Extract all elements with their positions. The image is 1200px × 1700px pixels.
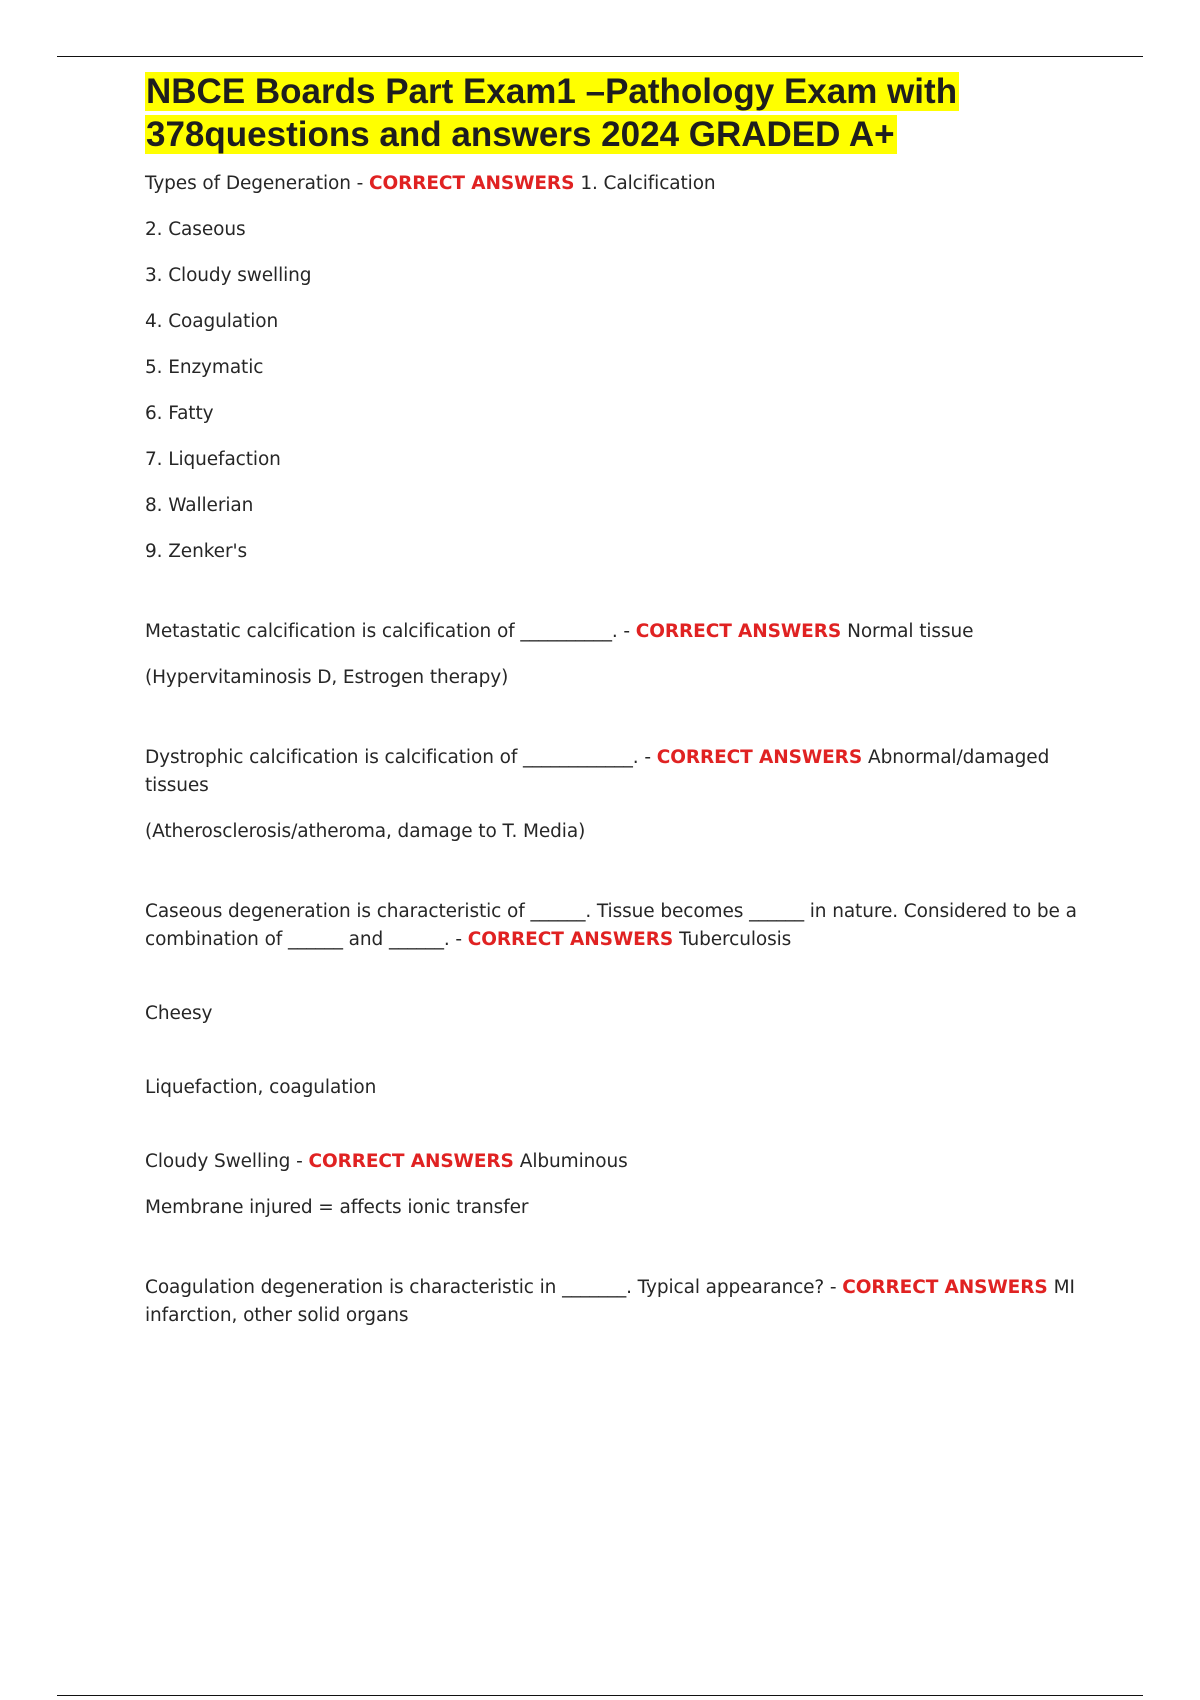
question-coagulation-degeneration — [145, 1274, 1080, 1330]
answer-text: Tuberculosis — [679, 929, 792, 950]
answer-text: MI infarction, other solid organs — [145, 1277, 1075, 1326]
title-line-2: 378questions and answers 2024 GRADED A+ — [146, 115, 895, 154]
answer-note: Membrane injured = affects ionic transfer — [145, 1197, 529, 1218]
correct-answers-tag: CORRECT ANSWERS — [467, 929, 674, 950]
list-item: 7. Liquefaction — [145, 449, 281, 470]
list-item: 2. Caseous — [145, 219, 246, 240]
question-text: Cloudy Swelling - — [145, 1151, 309, 1172]
question-text: Types of Degeneration - — [145, 173, 369, 194]
question-metastatic-calcification — [145, 618, 1080, 646]
document-title — [145, 70, 1080, 156]
list-item: 5. Enzymatic — [145, 357, 264, 378]
answer-note: (Atherosclerosis/atheroma, damage to T. Media) — [145, 821, 586, 842]
title-line-1: NBCE Boards Part Exam1 –Pathology Exam with — [146, 72, 958, 111]
document-page — [145, 70, 1080, 1348]
question-types-of-degeneration — [145, 170, 1080, 198]
answer-text: Normal tissue — [847, 621, 974, 642]
correct-answers-tag: CORRECT ANSWERS — [656, 747, 863, 768]
correct-answers-tag: CORRECT ANSWERS — [308, 1151, 514, 1172]
answer-text-2: Cheesy — [145, 1003, 213, 1024]
question-dystrophic-calcification — [145, 744, 1080, 800]
top-rule — [57, 56, 1143, 57]
answer-text: Albuminous — [519, 1151, 628, 1172]
list-item: 6. Fatty — [145, 403, 214, 424]
list-item: 4. Coagulation — [145, 311, 279, 332]
answer-text-3: Liquefaction, coagulation — [145, 1077, 377, 1098]
question-caseous-degeneration — [145, 898, 1080, 954]
list-item: 9. Zenker's — [145, 541, 247, 562]
answer-text: 1. Calcification — [580, 173, 716, 194]
list-item: 3. Cloudy swelling — [145, 265, 312, 286]
correct-answers-tag: CORRECT ANSWERS — [369, 173, 575, 194]
answer-text: Abnormal/damaged tissues — [145, 747, 1050, 796]
question-cloudy-swelling — [145, 1148, 1080, 1176]
question-text: Dystrophic calcification is calcification of ____________. - — [145, 747, 657, 768]
bottom-rule — [57, 1695, 1143, 1696]
question-text: Coagulation degeneration is characteristic in _______. Typical appearance? - — [145, 1277, 843, 1298]
correct-answers-tag: CORRECT ANSWERS — [842, 1277, 1048, 1298]
list-item: 8. Wallerian — [145, 495, 254, 516]
correct-answers-tag: CORRECT ANSWERS — [635, 621, 842, 642]
question-text: Caseous degeneration is characteristic of ______. Tissue becomes ______ in nature. Considered to be a combination of ______ and ______. - — [145, 901, 1077, 950]
answer-note: (Hypervitaminosis D, Estrogen therapy) — [145, 667, 509, 688]
question-text: Metastatic calcification is calcification of __________. - — [145, 621, 636, 642]
